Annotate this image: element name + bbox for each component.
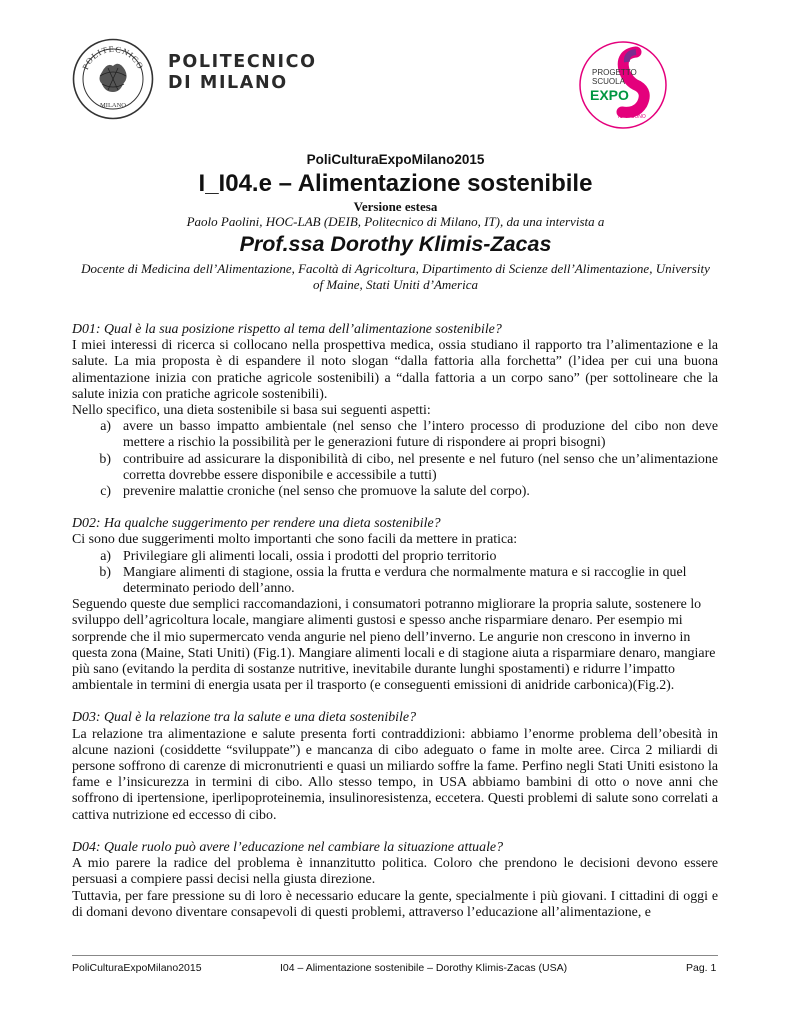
- aspects-list: [72, 419, 718, 500]
- page-header: [0, 0, 791, 150]
- document-body: [72, 322, 718, 921]
- list-item: [72, 549, 718, 565]
- answer-paragraph: Tuttavia, per fare pressione su di loro è necessario educare la gente, specialmente i più giovani. I cittadini di oggi e di domani devono diventare consapevoli di questi problemi, attraverso l’educazione all’alimentazione, e: [72, 888, 718, 920]
- list-item: [72, 565, 718, 597]
- progetto-scuola-expo-logo: [578, 40, 668, 130]
- interviewee-name: Prof.ssa Dorothy Klimis-Zacas: [239, 232, 552, 256]
- answer-paragraph: Ci sono due suggerimenti molto importanti che sono facili da mettere in pratica:: [72, 532, 518, 548]
- list-item-text: prevenire malattie croniche (nel senso che promuove la salute del corpo).: [123, 484, 530, 500]
- list-item: [72, 484, 718, 500]
- svg-text:MILANO: MILANO: [100, 102, 126, 109]
- version-label: Versione estesa: [353, 199, 438, 214]
- university-name-line2: DI MILANO: [168, 73, 288, 93]
- document-title: I_I04.e – Alimentazione sostenibile: [198, 170, 593, 197]
- list-marker: b): [99, 451, 111, 467]
- svg-text:PROGETTO: PROGETTO: [592, 68, 637, 77]
- list-marker: b): [99, 564, 111, 580]
- list-item-text: Privilegiare gli alimenti locali, ossia i prodotti del proprio territorio: [123, 548, 497, 564]
- answer-paragraph: Seguendo queste due semplici raccomandazioni, i consumatori potranno migliorare la propria salute, sostenere lo sviluppo dell’agricoltura locale, mangiare alimenti gustosi e spesso anche risparmiare denaro. Per esempio mi sorprende che il mio supermercato venda angurie nel pieno dell’inverno. Le angurie non crescono in inverno in questa zona (Maine, Stati Uniti) (Fig.1). Mangiare alimenti locali e di stagione aiuta a risparmiare denaro, mangiare più sano (evitando la perdita di sostanze nutritive, inevitabile durante lunghi spostamenti) e ridurre l’impatto ambientale in termini di energia usata per il trasporto (e conseguenti emissioni di anidride carbonica)(Fig.2).: [72, 597, 716, 694]
- footer-divider: [72, 955, 718, 956]
- footer-document-title: I04 – Alimentazione sostenibile – Dorothy Klimis-Zacas (USA): [280, 962, 568, 974]
- project-name: PoliCulturaExpoMilano2015: [306, 152, 485, 167]
- svg-text:IO CI SONO: IO CI SONO: [618, 114, 646, 120]
- answer-paragraph: La relazione tra alimentazione e salute presenta forti contraddizioni: abbiamo l’enorme problema dell’obesità in alcune nazioni (cosiddette “sviluppate”) e mancanza di cibo adeguato o fame in molte aree. Circa 2 miliardi di persone soffrono di carenze di micronutrienti e quasi un miliardo soffre la fame. Perfino negli Stati Uniti esistono la fame e l’insicurezza in termini di cibo. Allo stesso tempo, in USA abbiamo bambini di otto o nove anni che soffrono di ipertensione, iperlipoproteinemia, insulinoresistenza, eccetera. Questi problemi di salute sono correlati a cattiva nutrizione ed eccesso di cibo.: [72, 726, 718, 823]
- svg-text:SCUOLA: SCUOLA: [592, 77, 625, 86]
- list-item-text: Mangiare alimenti di stagione, ossia la frutta e verdura che normalmente matura e si raccoglie in quel determinato periodo dell’anno.: [123, 564, 687, 597]
- question-d02: D02: Ha qualche suggerimento per rendere una dieta sostenibile?: [72, 516, 441, 532]
- list-marker: a): [100, 548, 111, 564]
- list-item-text: avere un basso impatto ambientale (nel senso che l’intero processo di produzione del cibo non deve mettere a rischio la possibilità per le generazioni future di rispondere ai propri bisogni): [123, 419, 718, 451]
- answer-paragraph: I miei interessi di ricerca si collocano nella prospettiva medica, ossia studiano il rapporto tra l’alimentazione e la salute. La mia proposta è di espandere il noto slogan “dalla fattoria alla forchetta” (l’idea per cui una buona alimentazione inizia con pratiche agricole sostenibili) a “dalla fattoria a un corpo sano” (per sottolineare che la salute inizia con pratiche agricole sostenibili).: [72, 338, 718, 402]
- interviewee-affiliation: Docente di Medicina dell’Alimentazione, Facoltà di Agricoltura, Dipartimento di Scienze dell’Alimentazione, University of Maine, Stati Uniti d’America: [81, 261, 710, 292]
- svg-text:POLITECNICO: POLITECNICO: [80, 43, 146, 72]
- answer-paragraph: A mio parere la radice del problema è innanzitutto politica. Coloro che prendono le decisioni devono essere persuasi a compiere passi decisi nella giusta direzione.: [72, 856, 718, 888]
- list-item: [72, 419, 718, 451]
- list-marker: c): [100, 484, 111, 500]
- list-marker: a): [100, 419, 111, 435]
- question-d01: D01: Qual è la sua posizione rispetto al tema dell’alimentazione sostenibile?: [72, 322, 502, 337]
- page-number: Pag. 1: [686, 962, 717, 974]
- list-item: [72, 452, 718, 484]
- question-d03: D03: Qual è la relazione tra la salute e una dieta sostenibile?: [72, 710, 417, 726]
- politecnico-seal-logo: [72, 38, 154, 120]
- list-item-text: contribuire ad assicurare la disponibilità di cibo, nel presente e nel futuro (nel senso che un’alimentazione corretta dovrebbe essere disponibile e accessibile a tutti): [123, 451, 718, 483]
- answer-paragraph: Nello specifico, una dieta sostenibile si basa sui seguenti aspetti:: [72, 403, 431, 419]
- question-d04: D04: Quale ruolo può avere l’educazione nel cambiare la situazione attuale?: [72, 839, 504, 855]
- footer-project: PoliCulturaExpoMilano2015: [72, 962, 202, 974]
- svg-text:EXPO: EXPO: [590, 87, 629, 103]
- author-line: Paolo Paolini, HOC-LAB (DEIB, Politecnico di Milano, IT), da una intervista a: [186, 214, 605, 229]
- university-name-line1: POLITECNICO: [168, 52, 317, 72]
- suggestions-list: [72, 549, 718, 598]
- university-name: [168, 52, 317, 94]
